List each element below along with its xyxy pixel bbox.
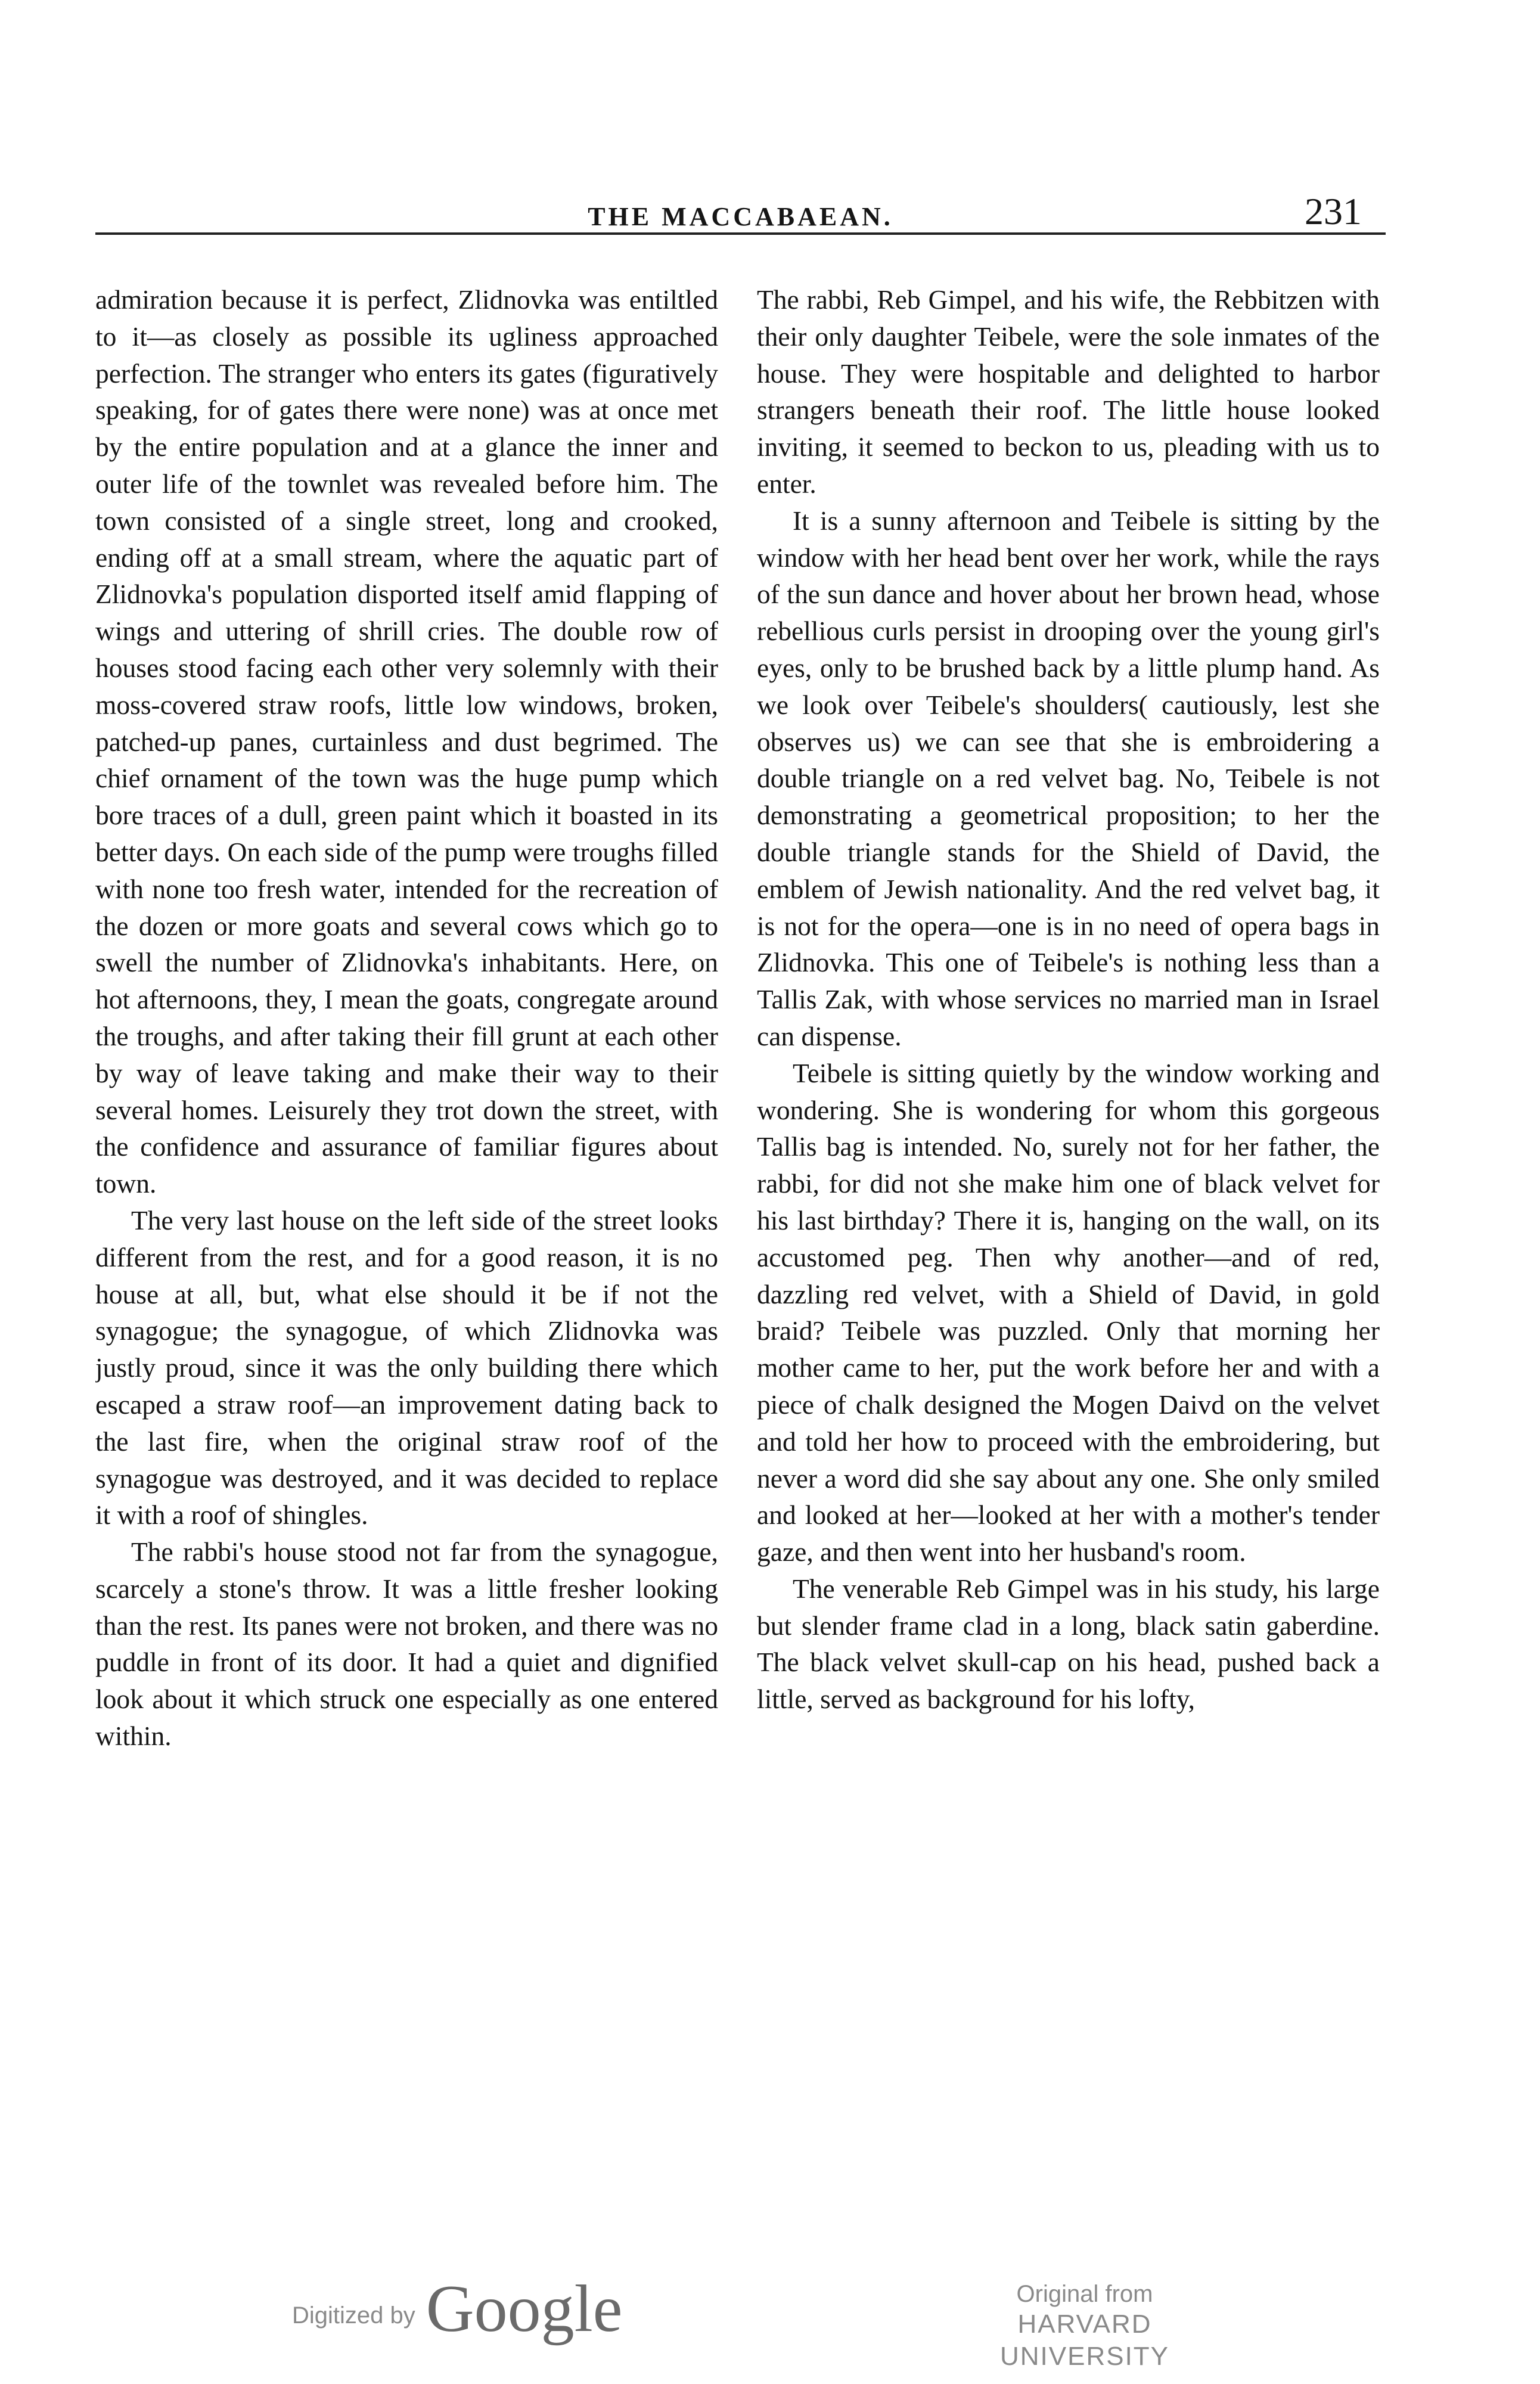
paragraph: The rabbi, Reb Gimpel, and his wife, the Rebbitzen with their only daughter Teibele, were the sole inmates of the house. They were hospitable and delighted to harbor strangers beneath their roof. The little house looked inviting, it seemed to beckon to us, pleading with us to enter. bbox=[757, 284, 1380, 499]
paragraph: The rabbi's house stood not far from the synagogue, scarcely a stone's throw. It was a little fresher looking than the rest. Its panes were not broken, and there was no puddle in front of its door. It had a quiet and dignified look about it which struck one especially as one entered within. bbox=[95, 1536, 718, 1752]
paragraph: The very last house on the left side of the street looks different from the rest, and for a good reason, it is no house at all, but, what else should it be if not the synagogue; the synagogue, of which Zlidnovka was justly proud, since it was the only building there which escaped a straw roof—an improvement dating back to the last fire, when the original straw roof of the synagogue was destroyed, and it was decided to replace it with a roof of shingles. bbox=[95, 1205, 718, 1531]
paragraph: The venerable Reb Gimpel was in his study, his large but slender frame clad in a long, black satin gaberdine. The black velvet skull-cap on his head, pushed back a little, served as background for his lofty, bbox=[757, 1573, 1380, 1715]
running-title: THE MACCABAEAN. bbox=[588, 202, 893, 231]
left-column bbox=[95, 281, 718, 2087]
digitized-by-watermark bbox=[292, 2272, 623, 2346]
page-number: 231 bbox=[1305, 190, 1362, 232]
google-logo: Google bbox=[426, 2272, 623, 2346]
right-column bbox=[757, 281, 1380, 2087]
page-header bbox=[95, 190, 1386, 235]
digitized-by-label: Digitized by bbox=[292, 2302, 415, 2329]
paragraph: admiration because it is perfect, Zlidnovka was entiltled to it—as closely as possible its ugliness approached perfection. The stranger who enters its gates (figuratively speaking, for of gates there were none) was at once met by the entire population and at a glance the inner and outer life of the townlet was revealed before him. The town consisted of a single street, long and crooked, ending off at a small stream, where the aquatic part of Zlidnovka's population disported itself amid flapping of wings and uttering of shrill cries. The double row of houses stood facing each other very solemnly with their moss-covered straw roofs, little low windows, broken, patched-up panes, curtainless and dust begrimed. The chief ornament of the town was the huge pump which bore traces of a dull, green paint which it boasted in its better days. On each side of the pump were troughs filled with none too fresh water, intended for the recreation of the dozen or more goats and several cows which go to swell the number of Zlidnovka's inhabitants. Here, on hot afternoons, they, I mean the goats, congregate around the troughs, and after taking their fill grunt at each other by way of leave taking and make their way to their several homes. Leisurely they trot down the street, with the confidence and assurance of familiar figures about town. bbox=[95, 284, 718, 1199]
paragraph: It is a sunny afternoon and Teibele is sitting by the window with her head bent over her work, while the rays of the sun dance and hover about her brown head, whose rebellious curls persist in drooping over the young girl's eyes, only to be brushed back by a little plump hand. As we look over Teibele's shoulders( cautiously, lest she observes us) we can see that she is embroidering a double triangle on a red velvet bag. No, Teibele is not demonstrating a geometrical proposition; to her the double triangle stands for the Shield of David, the emblem of Jewish nationality. And the red velvet bag, it is not for the opera—one is in no need of opera bags in Zlidnovka. This one of Teibele's is nothing less than a Tallis Zak, with whose services no married man in Israel can dispense. bbox=[757, 505, 1380, 1051]
original-from-label: Original from bbox=[1016, 2281, 1153, 2307]
original-source-watermark bbox=[930, 2280, 1240, 2373]
paragraph: Teibele is sitting quietly by the window working and wondering. She is wondering for whom this gorgeous Tallis bag is intended. No, surely not for her father, the rabbi, for did not she make him one of black velvet for his last birthday? There it is, hanging on the wall, on its accustomed peg. Then why another—and of red, dazzling red velvet, with a Shield of David, in gold braid? Teibele was puzzled. Only that morning her mother came to her, put the work before her and with a piece of chalk designed the Mogen Daivd on the velvet and told her how to proceed with the embroidering, but never a word did she say about any one. She only smiled and looked at her—looked at her with a mother's tender gaze, and then went into her husband's room. bbox=[757, 1057, 1380, 1567]
institution-label: HARVARD UNIVERSITY bbox=[999, 2310, 1170, 2371]
